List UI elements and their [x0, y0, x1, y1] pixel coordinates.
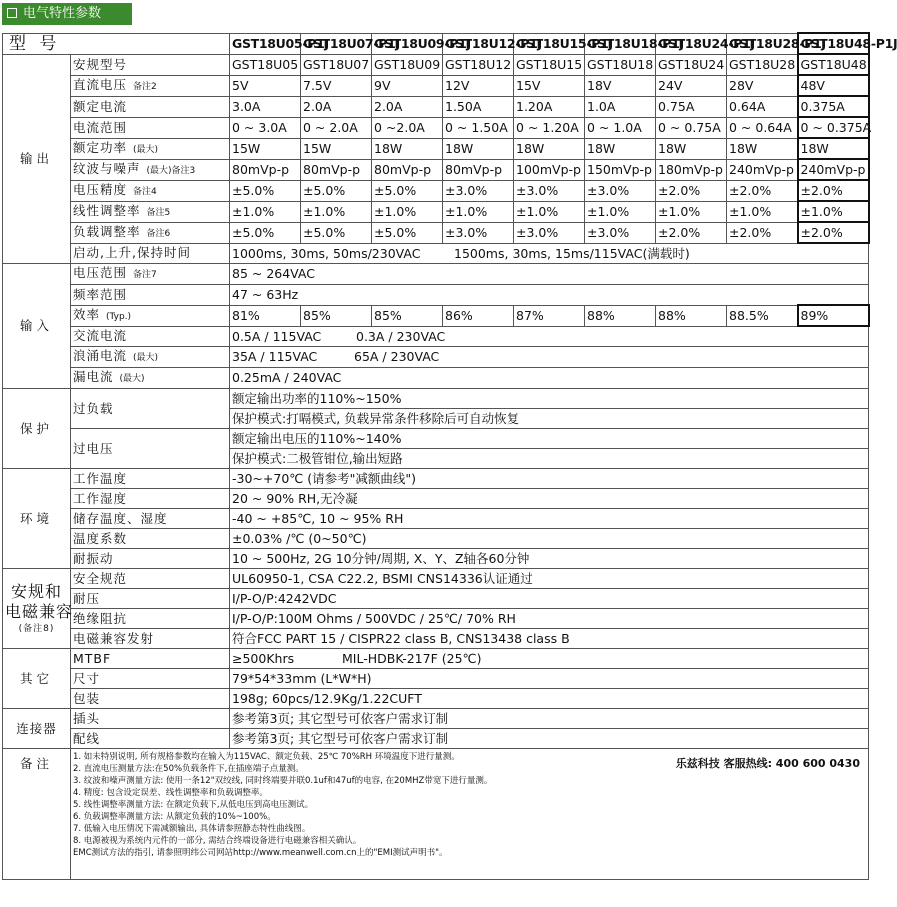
model-header-cell: GST18U05-P1J	[230, 33, 301, 54]
value-cell: 0 ~ 0.64A	[727, 117, 798, 138]
value-cell: 88.5%	[727, 305, 798, 326]
category-safety-emc	[3, 569, 74, 649]
value-cell: 1.0A	[585, 96, 656, 117]
value-cell: 0 ~2.0A	[372, 117, 443, 138]
note-item: 1. 如未特别说明, 所有规格参数均在输入为115VAC、额定负载、25℃ 70%RH 环境温度下进行量测。	[73, 752, 460, 762]
row-label-text: 安规型号	[73, 56, 128, 72]
startup-230vac: 1000ms, 30ms, 50ms/230VAC	[232, 245, 421, 261]
value-cell: GST18U18	[585, 54, 656, 75]
model-header-cell: GST18U48-P1J	[798, 33, 869, 54]
row-label: 过电压	[71, 429, 230, 469]
value-cell: ±1.0%	[514, 201, 585, 222]
value-cell: ±2.0%	[656, 222, 727, 243]
category-protection: 保护	[3, 389, 71, 469]
value-cell: 150mVp-p	[585, 159, 656, 180]
table-row	[3, 509, 869, 529]
value-cell: 20 ~ 90% RH,无冷凝	[230, 489, 869, 509]
notes-cell	[71, 749, 869, 880]
value-b: 65A / 230VAC	[354, 349, 440, 364]
row-label: 工作温度	[71, 469, 230, 489]
category-notes: 备注	[3, 749, 71, 880]
value-cell: 0 ~ 1.50A	[443, 117, 514, 138]
note-item: 3. 纹波和噪声测量方法: 使用一条12"双绞线, 同时终端要并联0.1uf和47uf的电容, 在20MHZ带宽下进行量测。	[73, 776, 493, 786]
value-cell: ±5.0%	[301, 180, 372, 201]
value-a: 35A / 115VAC	[232, 349, 318, 364]
value-cell: 参考第3页; 其它型号可依客户需求订制	[230, 709, 869, 729]
value-cell: 3.0A	[230, 96, 301, 117]
value-cell: GST18U12	[443, 54, 514, 75]
value-cell: 18W	[443, 138, 514, 159]
row-label: 绝缘阻抗	[71, 609, 230, 629]
row-label-note: (最大)	[133, 144, 159, 155]
category-connector: 连接器	[3, 709, 71, 749]
table-row	[3, 589, 869, 609]
value-cell: 47 ~ 63Hz	[230, 285, 869, 306]
table-row	[3, 368, 869, 389]
model-header-cell: GST18U28-P1J	[727, 33, 798, 54]
row-label-text: 纹波与噪声	[73, 160, 141, 176]
table-row	[3, 569, 869, 589]
value-cell: 12V	[443, 75, 514, 96]
value-cell: 85%	[301, 305, 372, 326]
row-label: 耐振动	[71, 549, 230, 569]
value-cell: ±2.0%	[798, 180, 869, 201]
value-cell: -30~+70℃ (请参考"减额曲线")	[230, 469, 869, 489]
value-cell: 0.64A	[727, 96, 798, 117]
value-cell: 85%	[372, 305, 443, 326]
value-cell: ±2.0%	[727, 180, 798, 201]
row-label-text: 电压范围	[73, 265, 128, 280]
value-cell: I/P-O/P:4242VDC	[230, 589, 869, 609]
value-cell: GST18U48	[798, 54, 869, 75]
table-row	[3, 389, 869, 409]
row-label-text: 尺寸	[73, 670, 101, 686]
row-label	[71, 201, 230, 222]
model-header-cell: GST18U15-P1J	[514, 33, 585, 54]
spec-table-body	[3, 33, 897, 880]
row-label	[71, 54, 230, 75]
note-item: 6. 负载调整率测量方法: 从额定负载的10%~100%。	[73, 812, 276, 822]
section-title: 电气特性参数	[23, 6, 102, 21]
note-item: 5. 线性调整率测量方法: 在额定负载下,从低电压到高电压测试。	[73, 800, 314, 810]
table-row	[3, 629, 869, 649]
table-row	[3, 75, 869, 96]
startup-value	[230, 243, 869, 264]
row-label	[71, 96, 230, 117]
value-cell: ±2.0%	[798, 222, 869, 243]
hotline-text: 乐兹科技 客服热线: 400 600 0430	[675, 757, 860, 770]
value-b: MIL-HDBK-217F (25℃)	[342, 650, 482, 666]
value-cell: GST18U28	[727, 54, 798, 75]
category-safety-line: (备注8)	[18, 623, 55, 634]
value-cell: 15V	[514, 75, 585, 96]
table-row	[3, 729, 869, 749]
row-label-note: 备注4	[133, 186, 157, 197]
table-row	[3, 117, 869, 138]
value-cell: 0 ~ 1.0A	[585, 117, 656, 138]
table-row	[3, 201, 869, 222]
table-row	[3, 180, 869, 201]
value-a: 0.5A / 115VAC	[232, 328, 322, 344]
value-cell: 80mVp-p	[301, 159, 372, 180]
value-cell: ±3.0%	[514, 180, 585, 201]
row-label-text: 效率	[73, 306, 101, 322]
row-label-text: 线性调整率	[73, 202, 141, 218]
value-cell: UL60950-1, CSA C22.2, BSMI CNS14336认证通过	[230, 569, 869, 589]
value-cell: 1.50A	[443, 96, 514, 117]
row-label-text: 频率范围	[73, 286, 128, 302]
row-label-note: (最大)	[119, 374, 145, 384]
row-label-note: (Typ.)	[106, 311, 132, 322]
row-label: 温度系数	[71, 529, 230, 549]
value-cell: ±1.0%	[656, 201, 727, 222]
value-cell: 80mVp-p	[372, 159, 443, 180]
section-title-bar	[2, 3, 132, 25]
row-label: 过负载	[71, 389, 230, 429]
row-label-text: 配线	[73, 730, 101, 746]
table-row	[3, 689, 869, 709]
table-row	[3, 264, 869, 285]
row-label	[71, 264, 230, 285]
row-label	[71, 305, 230, 326]
row-label: 启动,上升,保持时间	[71, 243, 230, 264]
value-cell: ±1.0%	[301, 201, 372, 222]
value-a: ≥500Khrs	[232, 650, 295, 666]
startup-115vac: 1500ms, 30ms, 15ms/115VAC(满载时)	[454, 245, 690, 261]
value-b: 0.3A / 230VAC	[356, 328, 446, 344]
value-cell: ±5.0%	[301, 222, 372, 243]
value-cell: ±2.0%	[727, 222, 798, 243]
table-row	[3, 243, 869, 264]
model-header-cell: GST18U18-P1J	[585, 33, 656, 54]
value-cell: 88%	[585, 305, 656, 326]
row-label-text: 电压精度	[73, 181, 128, 197]
category-input: 输入	[3, 264, 71, 389]
row-label	[71, 669, 230, 689]
value-cell: 18V	[585, 75, 656, 96]
value-cell: 9V	[372, 75, 443, 96]
value-cell: 18W	[656, 138, 727, 159]
value-cell: 80mVp-p	[443, 159, 514, 180]
table-row	[3, 159, 869, 180]
value-cell: 0 ~ 1.20A	[514, 117, 585, 138]
value-cell: GST18U09	[372, 54, 443, 75]
table-row	[3, 96, 869, 117]
row-label	[71, 729, 230, 749]
row-label: 电磁兼容发射	[71, 629, 230, 649]
row-label	[71, 649, 230, 669]
spec-table	[2, 32, 897, 880]
row-label	[71, 75, 230, 96]
mtbf-value	[230, 649, 869, 669]
model-header-cell: GST18U12-P1J	[443, 33, 514, 54]
value-cell: ±1.0%	[798, 201, 869, 222]
table-row	[3, 54, 869, 75]
category-environment: 环境	[3, 469, 71, 569]
value-cell: ±2.0%	[656, 180, 727, 201]
value-cell: 87%	[514, 305, 585, 326]
value-cell: 89%	[798, 305, 869, 326]
value-cell: 88%	[656, 305, 727, 326]
table-row	[3, 222, 869, 243]
value-cell: 符合FCC PART 15 / CISPR22 class B, CNS13438 class B	[230, 629, 869, 649]
value-cell: 2.0A	[372, 96, 443, 117]
row-label	[71, 222, 230, 243]
value-cell: 0.75A	[656, 96, 727, 117]
row-label-note: (最大)	[133, 353, 159, 363]
table-row	[3, 669, 869, 689]
value-cell: 86%	[443, 305, 514, 326]
row-label	[71, 117, 230, 138]
table-row	[3, 749, 869, 880]
table-row	[3, 489, 869, 509]
note-item: EMC测试方法的指引, 请参照明纬公司网站http://www.meanwell.com.cn上的"EMI测试声明书"。	[73, 848, 448, 858]
row-label-text: 插头	[73, 710, 101, 726]
value-cell: 0 ~ 3.0A	[230, 117, 301, 138]
value-cell: ±3.0%	[514, 222, 585, 243]
row-label-note: (最大)备注3	[146, 165, 196, 176]
note-item: 2. 直流电压测量方法:在50%负载条件下,在插座端子点量测。	[73, 764, 304, 774]
value-cell: 80mVp-p	[230, 159, 301, 180]
value-cell: GST18U24	[656, 54, 727, 75]
value-cell: 10 ~ 500Hz, 2G 10分钟/周期, X、Y、Z轴各60分钟	[230, 549, 869, 569]
row-label: 耐压	[71, 589, 230, 609]
table-row	[3, 347, 869, 368]
value-cell: 198g; 60pcs/12.9Kg/1.22CUFT	[230, 689, 869, 709]
table-row	[3, 709, 869, 729]
value-cell: ±5.0%	[230, 222, 301, 243]
value-cell: 15W	[301, 138, 372, 159]
category-others: 其它	[3, 649, 71, 709]
row-label	[71, 180, 230, 201]
value-cell: 保护模式:二极管钳位,输出短路	[230, 449, 869, 469]
value-cell: ±1.0%	[585, 201, 656, 222]
value-cell: 18W	[585, 138, 656, 159]
value-cell: 28V	[727, 75, 798, 96]
row-label	[71, 159, 230, 180]
table-row	[3, 649, 869, 669]
table-row	[3, 529, 869, 549]
row-label-text: 浪涌电流	[73, 348, 128, 363]
value-cell: 18W	[798, 138, 869, 159]
value-cell: 额定输出电压的110%~140%	[230, 429, 869, 449]
value-cell: 0 ~ 2.0A	[301, 117, 372, 138]
table-row	[3, 429, 869, 449]
value-cell: 0 ~ 0.375A	[798, 117, 869, 138]
row-label-text: 额定功率	[73, 139, 128, 155]
value-cell: 18W	[727, 138, 798, 159]
value-cell: 85 ~ 264VAC	[230, 264, 869, 285]
row-label-note: 备注5	[146, 207, 171, 218]
category-safety-line: 电磁兼容	[5, 601, 74, 621]
value-cell: 0 ~ 0.75A	[656, 117, 727, 138]
table-row	[3, 326, 869, 347]
value-cell: 保护模式:打嗝模式, 负载异常条件移除后可自动恢复	[230, 409, 869, 429]
table-row	[3, 138, 869, 159]
note-item: 4. 精度: 包含设定误差、线性调整率和负载调整率。	[73, 788, 268, 798]
model-header-cell: GST18U07-P1J	[301, 33, 372, 54]
value-cell: 79*54*33mm (L*W*H)	[230, 669, 869, 689]
row-label-text: 漏电流	[73, 369, 114, 384]
row-label	[71, 138, 230, 159]
checkbox-square-icon	[7, 8, 17, 18]
value-cell: ±1.0%	[230, 201, 301, 222]
row-label-text: 负载调整率	[73, 223, 141, 239]
value-cell: 180mVp-p	[656, 159, 727, 180]
value-cell: ±5.0%	[230, 180, 301, 201]
table-row	[3, 33, 869, 54]
table-row	[3, 609, 869, 629]
value-cell: GST18U05	[230, 54, 301, 75]
value-cell: ±3.0%	[443, 222, 514, 243]
value-cell: 48V	[798, 75, 869, 96]
table-row	[3, 469, 869, 489]
row-label: 工作湿度	[71, 489, 230, 509]
value-cell: -40 ~ +85℃, 10 ~ 95% RH	[230, 509, 869, 529]
row-label: 安全规范	[71, 569, 230, 589]
value-cell: 18W	[372, 138, 443, 159]
category-safety-line: 安规和	[10, 581, 62, 601]
row-label-text: 额定电流	[73, 98, 128, 114]
row-label	[71, 368, 230, 389]
row-label	[71, 285, 230, 306]
value-cell: 额定输出功率的110%~150%	[230, 389, 869, 409]
value-cell: 24V	[656, 75, 727, 96]
value-cell: ±0.03% /℃ (0~50℃)	[230, 529, 869, 549]
value-cell: 2.0A	[301, 96, 372, 117]
value-cell: 7.5V	[301, 75, 372, 96]
value-cell: 240mVp-p	[727, 159, 798, 180]
row-label-text: 交流电流	[73, 328, 128, 344]
row-label	[71, 326, 230, 347]
value-cell: 240mVp-p	[798, 159, 869, 180]
table-row	[3, 549, 869, 569]
row-label-text: 直流电压	[73, 76, 128, 92]
row-label	[71, 709, 230, 729]
row-label-text: MTBF	[73, 650, 112, 666]
row-label	[71, 347, 230, 368]
row-label	[71, 689, 230, 709]
row-label-note: 备注7	[133, 270, 157, 280]
inrush-value	[230, 347, 869, 368]
row-label-note: 备注6	[146, 228, 171, 239]
row-label-text: 电流范围	[73, 119, 128, 135]
value-cell: ±3.0%	[443, 180, 514, 201]
value-cell: 18W	[514, 138, 585, 159]
value-cell: 0.25mA / 240VAC	[230, 368, 869, 389]
value-cell: ±1.0%	[727, 201, 798, 222]
value-cell: ±1.0%	[443, 201, 514, 222]
value-cell: 100mVp-p	[514, 159, 585, 180]
value-cell: ±5.0%	[372, 222, 443, 243]
row-label: 储存温度、湿度	[71, 509, 230, 529]
row-label-text: 包装	[73, 690, 101, 706]
value-cell: GST18U15	[514, 54, 585, 75]
value-cell: 0.375A	[798, 96, 869, 117]
ac-current-value	[230, 326, 869, 347]
model-header-cell: GST18U09-P1J	[372, 33, 443, 54]
value-cell: 5V	[230, 75, 301, 96]
value-cell: 15W	[230, 138, 301, 159]
note-item: 7. 低输入电压情况下需减额输出, 具体请参照静态特性曲线图。	[73, 824, 311, 834]
value-cell: 1.20A	[514, 96, 585, 117]
table-row	[3, 285, 869, 306]
value-cell: ±1.0%	[372, 201, 443, 222]
value-cell: ±5.0%	[372, 180, 443, 201]
value-cell: I/P-O/P:100M Ohms / 500VDC / 25℃/ 70% RH	[230, 609, 869, 629]
model-header-label: 型 号	[3, 33, 230, 54]
value-cell: ±3.0%	[585, 180, 656, 201]
value-cell: 81%	[230, 305, 301, 326]
value-cell: ±3.0%	[585, 222, 656, 243]
table-row	[3, 305, 869, 326]
note-item: 8. 电源被视为系统内元件的一部分, 需结合终端设备进行电磁兼容相关确认。	[73, 836, 362, 846]
category-output: 输出	[3, 54, 71, 264]
value-cell: 参考第3页; 其它型号可依客户需求订制	[230, 729, 869, 749]
model-header-cell: GST18U24-P1J	[656, 33, 727, 54]
row-label-note: 备注2	[133, 81, 157, 92]
value-cell: GST18U07	[301, 54, 372, 75]
